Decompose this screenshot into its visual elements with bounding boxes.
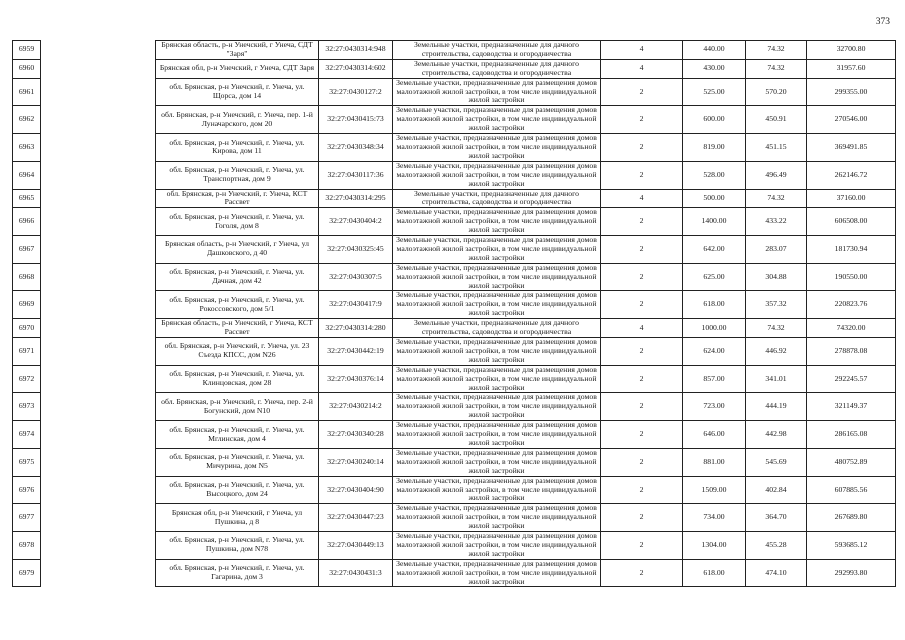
cadastral-number-cell: 32:27:0430240:14 bbox=[319, 448, 393, 476]
group-cell: 2 bbox=[601, 393, 683, 421]
table-row bbox=[13, 393, 896, 421]
area-cell: 1509.00 bbox=[683, 476, 746, 504]
area-cell: 1000.00 bbox=[683, 319, 746, 338]
land-use-category-cell: Земельные участки, предназначенные для дачного строительства, садоводства и огородничества bbox=[393, 59, 601, 78]
area-cell: 600.00 bbox=[683, 106, 746, 134]
rate-cell: 74.32 bbox=[746, 41, 807, 60]
spacer-cell bbox=[41, 263, 156, 291]
spacer-cell bbox=[41, 161, 156, 189]
row-number-cell: 6971 bbox=[13, 338, 41, 366]
cadastral-value-cell: 292245.57 bbox=[807, 365, 896, 393]
table-row bbox=[13, 189, 896, 208]
area-cell: 646.00 bbox=[683, 421, 746, 449]
rate-cell: 450.91 bbox=[746, 106, 807, 134]
rate-cell: 446.92 bbox=[746, 338, 807, 366]
table-row bbox=[13, 532, 896, 560]
address-cell: обл. Брянская, р-н Унечский, г. Унеча, ул. Мглинская, дом 4 bbox=[156, 421, 319, 449]
land-use-category-cell: Земельные участки, предназначенные для размещения домов малоэтажной жилой застройки, в том числе индивидуальной жилой застройки bbox=[393, 393, 601, 421]
land-use-category-cell: Земельные участки, предназначенные для размещения домов малоэтажной жилой застройки, в том числе индивидуальной жилой застройки bbox=[393, 236, 601, 264]
rate-cell: 442.98 bbox=[746, 421, 807, 449]
address-cell: обл. Брянская, р-н Унечский, г. Унеча, КСТ Рассвет bbox=[156, 189, 319, 208]
row-number-cell: 6962 bbox=[13, 106, 41, 134]
rate-cell: 496.49 bbox=[746, 161, 807, 189]
cadastral-number-cell: 32:27:0430447:23 bbox=[319, 504, 393, 532]
area-cell: 881.00 bbox=[683, 448, 746, 476]
area-cell: 430.00 bbox=[683, 59, 746, 78]
table-row bbox=[13, 263, 896, 291]
cadastral-value-cell: 369491.85 bbox=[807, 134, 896, 162]
spacer-cell bbox=[41, 365, 156, 393]
row-number-cell: 6966 bbox=[13, 208, 41, 236]
row-number-cell: 6969 bbox=[13, 291, 41, 319]
cadastral-number-cell: 32:27:0430314:948 bbox=[319, 41, 393, 60]
group-cell: 2 bbox=[601, 448, 683, 476]
cadastral-value-cell: 37160.00 bbox=[807, 189, 896, 208]
cadastral-number-cell: 32:27:0430404:90 bbox=[319, 476, 393, 504]
address-cell: обл. Брянская, р-н Унечский, г. Унеча, ул. Пушкина, дом N78 bbox=[156, 532, 319, 560]
cadastral-value-cell: 181730.94 bbox=[807, 236, 896, 264]
address-cell: обл. Брянская, р-н Унечский, г. Унеча, ул. Гагарина, дом 3 bbox=[156, 559, 319, 587]
area-cell: 624.00 bbox=[683, 338, 746, 366]
area-cell: 525.00 bbox=[683, 78, 746, 106]
table-row bbox=[13, 448, 896, 476]
group-cell: 2 bbox=[601, 134, 683, 162]
address-cell: Брянская область, р-н Унечский, г Унеча, КСТ Рассвет bbox=[156, 319, 319, 338]
row-number-cell: 6961 bbox=[13, 78, 41, 106]
cadastral-value-cell: 299355.00 bbox=[807, 78, 896, 106]
rate-cell: 74.32 bbox=[746, 59, 807, 78]
cadastral-value-cell: 278878.08 bbox=[807, 338, 896, 366]
spacer-cell bbox=[41, 393, 156, 421]
table-row bbox=[13, 41, 896, 60]
land-parcels-table bbox=[12, 40, 896, 587]
group-cell: 2 bbox=[601, 559, 683, 587]
group-cell: 4 bbox=[601, 319, 683, 338]
address-cell: Брянская область, р-н Унечский, г Унеча, СДТ "Заря" bbox=[156, 41, 319, 60]
row-number-cell: 6972 bbox=[13, 365, 41, 393]
address-cell: обл. Брянская, р-н Унечский, г. Унеча, ул. Гоголя, дом 8 bbox=[156, 208, 319, 236]
cadastral-value-cell: 286165.08 bbox=[807, 421, 896, 449]
land-use-category-cell: Земельные участки, предназначенные для размещения домов малоэтажной жилой застройки, в том числе индивидуальной жилой застройки bbox=[393, 78, 601, 106]
rate-cell: 545.69 bbox=[746, 448, 807, 476]
row-number-cell: 6960 bbox=[13, 59, 41, 78]
area-cell: 734.00 bbox=[683, 504, 746, 532]
row-number-cell: 6959 bbox=[13, 41, 41, 60]
address-cell: обл. Брянская, р-н Унечский, г. Унеча, пер. 1-й Луначарского, дом 20 bbox=[156, 106, 319, 134]
land-use-category-cell: Земельные участки, предназначенные для размещения домов малоэтажной жилой застройки, в том числе индивидуальной жилой застройки bbox=[393, 106, 601, 134]
cadastral-value-cell: 593685.12 bbox=[807, 532, 896, 560]
row-number-cell: 6965 bbox=[13, 189, 41, 208]
address-cell: обл. Брянская, р-н Унечский, г. Унеча, ул. Клинцовская, дом 28 bbox=[156, 365, 319, 393]
spacer-cell bbox=[41, 559, 156, 587]
group-cell: 2 bbox=[601, 476, 683, 504]
spacer-cell bbox=[41, 338, 156, 366]
table-body bbox=[13, 41, 896, 587]
group-cell: 2 bbox=[601, 161, 683, 189]
cadastral-value-cell: 267689.80 bbox=[807, 504, 896, 532]
spacer-cell bbox=[41, 134, 156, 162]
row-number-cell: 6973 bbox=[13, 393, 41, 421]
page-number: 373 bbox=[875, 17, 890, 27]
area-cell: 1304.00 bbox=[683, 532, 746, 560]
land-use-category-cell: Земельные участки, предназначенные для размещения домов малоэтажной жилой застройки, в том числе индивидуальной жилой застройки bbox=[393, 365, 601, 393]
cadastral-value-cell: 292993.80 bbox=[807, 559, 896, 587]
area-cell: 618.00 bbox=[683, 559, 746, 587]
group-cell: 2 bbox=[601, 532, 683, 560]
group-cell: 2 bbox=[601, 263, 683, 291]
rate-cell: 74.32 bbox=[746, 189, 807, 208]
table-row bbox=[13, 78, 896, 106]
area-cell: 723.00 bbox=[683, 393, 746, 421]
rate-cell: 364.70 bbox=[746, 504, 807, 532]
spacer-cell bbox=[41, 59, 156, 78]
land-use-category-cell: Земельные участки, предназначенные для дачного строительства, садоводства и огородничества bbox=[393, 319, 601, 338]
spacer-cell bbox=[41, 78, 156, 106]
row-number-cell: 6974 bbox=[13, 421, 41, 449]
cadastral-number-cell: 32:27:0430348:34 bbox=[319, 134, 393, 162]
group-cell: 2 bbox=[601, 291, 683, 319]
land-use-category-cell: Земельные участки, предназначенные для размещения домов малоэтажной жилой застройки, в том числе индивидуальной жилой застройки bbox=[393, 291, 601, 319]
cadastral-number-cell: 32:27:0430404:2 bbox=[319, 208, 393, 236]
area-cell: 642.00 bbox=[683, 236, 746, 264]
cadastral-number-cell: 32:27:0430442:19 bbox=[319, 338, 393, 366]
cadastral-number-cell: 32:27:0430415:73 bbox=[319, 106, 393, 134]
cadastral-value-cell: 190550.00 bbox=[807, 263, 896, 291]
table-row bbox=[13, 476, 896, 504]
address-cell: обл. Брянская, р-н Унечский, г. Унеча, ул. Рокоссовского, дом 5/1 bbox=[156, 291, 319, 319]
area-cell: 528.00 bbox=[683, 161, 746, 189]
table-row bbox=[13, 59, 896, 78]
cadastral-value-cell: 321149.37 bbox=[807, 393, 896, 421]
land-use-category-cell: Земельные участки, предназначенные для размещения домов малоэтажной жилой застройки, в том числе индивидуальной жилой застройки bbox=[393, 161, 601, 189]
land-use-category-cell: Земельные участки, предназначенные для размещения домов малоэтажной жилой застройки, в том числе индивидуальной жилой застройки bbox=[393, 338, 601, 366]
rate-cell: 402.84 bbox=[746, 476, 807, 504]
land-use-category-cell: Земельные участки, предназначенные для размещения домов малоэтажной жилой застройки, в том числе индивидуальной жилой застройки bbox=[393, 134, 601, 162]
spacer-cell bbox=[41, 236, 156, 264]
area-cell: 819.00 bbox=[683, 134, 746, 162]
cadastral-number-cell: 32:27:0430340:28 bbox=[319, 421, 393, 449]
area-cell: 625.00 bbox=[683, 263, 746, 291]
cadastral-number-cell: 32:27:0430214:2 bbox=[319, 393, 393, 421]
cadastral-value-cell: 220823.76 bbox=[807, 291, 896, 319]
address-cell: обл. Брянская, р-н Унечский, г. Унеча, пер. 2-й Богунский, дом N10 bbox=[156, 393, 319, 421]
row-number-cell: 6964 bbox=[13, 161, 41, 189]
cadastral-number-cell: 32:27:0430127:2 bbox=[319, 78, 393, 106]
rate-cell: 341.01 bbox=[746, 365, 807, 393]
group-cell: 2 bbox=[601, 236, 683, 264]
cadastral-number-cell: 32:27:0430325:45 bbox=[319, 236, 393, 264]
land-use-category-cell: Земельные участки, предназначенные для размещения домов малоэтажной жилой застройки, в том числе индивидуальной жилой застройки bbox=[393, 559, 601, 587]
address-cell: обл. Брянская, р-н Унечский, г. Унеча, ул. Дачная, дом 42 bbox=[156, 263, 319, 291]
address-cell: Брянская обл, р-н Унечский, г Унеча, СДТ Заря bbox=[156, 59, 319, 78]
spacer-cell bbox=[41, 421, 156, 449]
group-cell: 4 bbox=[601, 59, 683, 78]
table-row bbox=[13, 319, 896, 338]
row-number-cell: 6968 bbox=[13, 263, 41, 291]
cadastral-value-cell: 607885.56 bbox=[807, 476, 896, 504]
address-cell: обл. Брянская, р-н Унечский, г. Унеча, ул. Кирова, дом 11 bbox=[156, 134, 319, 162]
table-row bbox=[13, 338, 896, 366]
group-cell: 4 bbox=[601, 189, 683, 208]
address-cell: обл. Брянская, р-н Унечский, г. Унеча, ул. Транспортная, дом 9 bbox=[156, 161, 319, 189]
spacer-cell bbox=[41, 291, 156, 319]
table-row bbox=[13, 236, 896, 264]
spacer-cell bbox=[41, 189, 156, 208]
cadastral-value-cell: 74320.00 bbox=[807, 319, 896, 338]
cadastral-value-cell: 31957.60 bbox=[807, 59, 896, 78]
land-use-category-cell: Земельные участки, предназначенные для размещения домов малоэтажной жилой застройки, в том числе индивидуальной жилой застройки bbox=[393, 504, 601, 532]
table-row bbox=[13, 134, 896, 162]
spacer-cell bbox=[41, 532, 156, 560]
row-number-cell: 6978 bbox=[13, 532, 41, 560]
cadastral-number-cell: 32:27:0430314:295 bbox=[319, 189, 393, 208]
address-cell: обл. Брянская, р-н Унечский, г. Унеча, ул. Высоцкого, дом 24 bbox=[156, 476, 319, 504]
cadastral-number-cell: 32:27:0430314:602 bbox=[319, 59, 393, 78]
cadastral-number-cell: 32:27:0430417:9 bbox=[319, 291, 393, 319]
land-use-category-cell: Земельные участки, предназначенные для размещения домов малоэтажной жилой застройки, в том числе индивидуальной жилой застройки bbox=[393, 476, 601, 504]
table-row bbox=[13, 291, 896, 319]
spacer-cell bbox=[41, 504, 156, 532]
table-row bbox=[13, 421, 896, 449]
address-cell: обл. Брянская, р-н Унечский, г. Унеча, ул. 23 Съезда КПСС, дом N26 bbox=[156, 338, 319, 366]
row-number-cell: 6970 bbox=[13, 319, 41, 338]
cadastral-number-cell: 32:27:0430449:13 bbox=[319, 532, 393, 560]
land-use-category-cell: Земельные участки, предназначенные для размещения домов малоэтажной жилой застройки, в том числе индивидуальной жилой застройки bbox=[393, 263, 601, 291]
land-use-category-cell: Земельные участки, предназначенные для размещения домов малоэтажной жилой застройки, в том числе индивидуальной жилой застройки bbox=[393, 532, 601, 560]
address-cell: обл. Брянская, р-н Унечский, г. Унеча, ул. Мичурина, дом N5 bbox=[156, 448, 319, 476]
row-number-cell: 6979 bbox=[13, 559, 41, 587]
rate-cell: 444.19 bbox=[746, 393, 807, 421]
area-cell: 440.00 bbox=[683, 41, 746, 60]
area-cell: 618.00 bbox=[683, 291, 746, 319]
spacer-cell bbox=[41, 41, 156, 60]
area-cell: 857.00 bbox=[683, 365, 746, 393]
cadastral-number-cell: 32:27:0430376:14 bbox=[319, 365, 393, 393]
cadastral-value-cell: 480752.89 bbox=[807, 448, 896, 476]
land-use-category-cell: Земельные участки, предназначенные для дачного строительства, садоводства и огородничества bbox=[393, 189, 601, 208]
table-row bbox=[13, 559, 896, 587]
rate-cell: 455.28 bbox=[746, 532, 807, 560]
group-cell: 2 bbox=[601, 421, 683, 449]
cadastral-number-cell: 32:27:0430117:36 bbox=[319, 161, 393, 189]
spacer-cell bbox=[41, 319, 156, 338]
table-row bbox=[13, 504, 896, 532]
land-use-category-cell: Земельные участки, предназначенные для размещения домов малоэтажной жилой застройки, в том числе индивидуальной жилой застройки bbox=[393, 421, 601, 449]
land-use-category-cell: Земельные участки, предназначенные для дачного строительства, садоводства и огородничества bbox=[393, 41, 601, 60]
table-row bbox=[13, 365, 896, 393]
spacer-cell bbox=[41, 448, 156, 476]
land-use-category-cell: Земельные участки, предназначенные для размещения домов малоэтажной жилой застройки, в том числе индивидуальной жилой застройки bbox=[393, 208, 601, 236]
spacer-cell bbox=[41, 208, 156, 236]
group-cell: 2 bbox=[601, 365, 683, 393]
group-cell: 2 bbox=[601, 208, 683, 236]
group-cell: 2 bbox=[601, 78, 683, 106]
cadastral-value-cell: 270546.00 bbox=[807, 106, 896, 134]
address-cell: Брянская обл, р-н Унечский, г Унеча, ул Пушкина, д 8 bbox=[156, 504, 319, 532]
cadastral-value-cell: 606508.00 bbox=[807, 208, 896, 236]
group-cell: 2 bbox=[601, 504, 683, 532]
group-cell: 4 bbox=[601, 41, 683, 60]
group-cell: 2 bbox=[601, 338, 683, 366]
area-cell: 500.00 bbox=[683, 189, 746, 208]
land-use-category-cell: Земельные участки, предназначенные для размещения домов малоэтажной жилой застройки, в том числе индивидуальной жилой застройки bbox=[393, 448, 601, 476]
cadastral-number-cell: 32:27:0430314:280 bbox=[319, 319, 393, 338]
address-cell: Брянская область, р-н Унечский, г Унеча, ул Дашковского, д 40 bbox=[156, 236, 319, 264]
cadastral-value-cell: 262146.72 bbox=[807, 161, 896, 189]
row-number-cell: 6975 bbox=[13, 448, 41, 476]
row-number-cell: 6977 bbox=[13, 504, 41, 532]
rate-cell: 283.07 bbox=[746, 236, 807, 264]
cadastral-value-cell: 32700.80 bbox=[807, 41, 896, 60]
rate-cell: 74.32 bbox=[746, 319, 807, 338]
rate-cell: 474.10 bbox=[746, 559, 807, 587]
row-number-cell: 6963 bbox=[13, 134, 41, 162]
cadastral-number-cell: 32:27:0430431:3 bbox=[319, 559, 393, 587]
area-cell: 1400.00 bbox=[683, 208, 746, 236]
rate-cell: 357.32 bbox=[746, 291, 807, 319]
table-row bbox=[13, 161, 896, 189]
table-row bbox=[13, 208, 896, 236]
rate-cell: 304.88 bbox=[746, 263, 807, 291]
address-cell: обл. Брянская, р-н Унечский, г. Унеча, ул. Щорса, дом 14 bbox=[156, 78, 319, 106]
rate-cell: 451.15 bbox=[746, 134, 807, 162]
group-cell: 2 bbox=[601, 106, 683, 134]
cadastral-number-cell: 32:27:0430307:5 bbox=[319, 263, 393, 291]
rate-cell: 433.22 bbox=[746, 208, 807, 236]
table-row bbox=[13, 106, 896, 134]
row-number-cell: 6967 bbox=[13, 236, 41, 264]
spacer-cell bbox=[41, 476, 156, 504]
spacer-cell bbox=[41, 106, 156, 134]
rate-cell: 570.20 bbox=[746, 78, 807, 106]
row-number-cell: 6976 bbox=[13, 476, 41, 504]
